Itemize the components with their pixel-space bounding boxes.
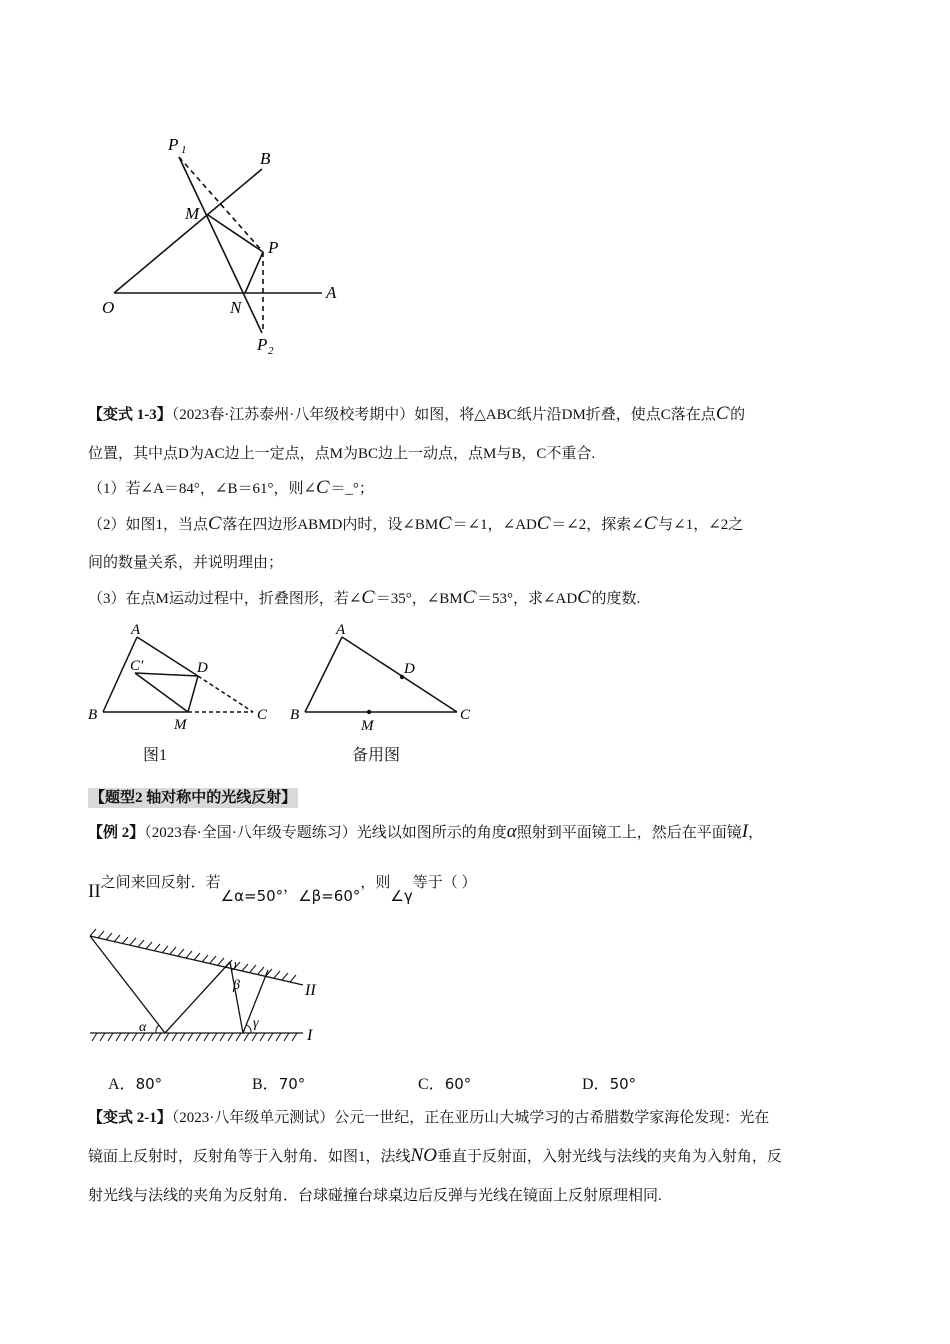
option-a[interactable]: A．80° (108, 1075, 163, 1093)
svg-text:A: A (131, 622, 141, 638)
backup-triangle-figure (285, 615, 485, 734)
svg-text:B: B (260, 149, 271, 168)
question-1: （1）若∠A＝84°，∠B＝61°，则∠C'＝_°； (88, 477, 374, 498)
example-2-line2: II之间来回反射．若∠α=50°，∠β=60°，则∠γ等于（ ） (88, 875, 477, 905)
variant-1-3-line2: 位置，其中点D为AC边上一定点，点M为BC边上一动点，点M与B，C不重合. (88, 446, 596, 462)
option-d[interactable]: D．50° (582, 1075, 637, 1093)
svg-text:D: D (197, 660, 208, 676)
svg-text:C′: C′ (130, 658, 144, 674)
angle-reflection-figure (90, 120, 360, 360)
svg-text:A: A (336, 622, 346, 638)
svg-text:C: C (460, 707, 471, 723)
label-p1: P (168, 135, 179, 154)
question-2: （2）如图1，当点C'落在四边形ABMD内时，设∠BMC'＝∠1，∠ADC'＝∠2，探索∠C'与∠1，∠2之 (88, 513, 744, 534)
figure-1-caption: 图1 (143, 747, 168, 764)
question-3: （3）在点M运动过程中，折叠图形，若∠C'＝35°，∠BMC'＝53°，求∠ADC'的度数. (88, 587, 641, 608)
svg-text:M: M (185, 204, 200, 223)
backup-figure-caption: 备用图 (352, 747, 401, 764)
svg-text:P: P (257, 335, 268, 354)
svg-text:β: β (233, 978, 240, 993)
svg-text:N: N (230, 298, 242, 317)
svg-text:D: D (404, 661, 415, 677)
variant-1-3-line1: 【变式 1-3】（2023春·江苏泰州·八年级校考期中）如图，将△ABC纸片沿DM折叠，使点C落在点C'的 (88, 403, 746, 424)
variant-2-1-line3: 射光线与法线的夹角为反射角．台球碰撞台球桌边后反弹与光线在镜面上反射原理相同. (88, 1188, 662, 1204)
section-header-light-reflection: 【题型2 轴对称中的光线反射】 (90, 790, 297, 806)
svg-text:1: 1 (181, 144, 187, 156)
svg-text:M: M (174, 717, 187, 733)
svg-text:P: P (268, 238, 279, 257)
svg-text:2: 2 (268, 345, 274, 357)
mirror-reflection-figure (85, 925, 335, 1050)
svg-text:γ: γ (253, 1016, 259, 1031)
svg-text:B: B (88, 707, 98, 723)
svg-text:O: O (102, 298, 115, 317)
svg-text:C: C (257, 707, 268, 723)
variant-2-1-line1: 【变式 2-1】（2023·八年级单元测试）公元一世纪，正在亚历山大城学习的古希腊数学家海伦发现：光在 (88, 1110, 770, 1126)
svg-text:II: II (305, 982, 316, 999)
svg-text:M: M (361, 718, 374, 734)
svg-text:A: A (326, 283, 337, 302)
option-b[interactable]: B．70° (252, 1075, 306, 1093)
svg-text:B: B (290, 707, 300, 723)
variant-2-1-line2: 镜面上反射时，反射角等于入射角．如图1，法线NO垂直于反射面，入射光线与法线的夹角为入射角，反 (88, 1145, 782, 1166)
folded-triangle-figure (80, 615, 290, 733)
question-2-line2: 间的数量关系，并说明理由； (88, 555, 284, 571)
svg-text:α: α (139, 1020, 147, 1035)
example-2-line1: 【例 2】（2023春·全国·八年级专题练习）光线以如图所示的角度α照射到平面镜工上，然后在平面镜I， (88, 821, 764, 842)
variant-tag: 【变式 1-3】 (88, 407, 172, 423)
option-c[interactable]: C．60° (418, 1075, 472, 1093)
svg-text:I: I (307, 1027, 313, 1044)
